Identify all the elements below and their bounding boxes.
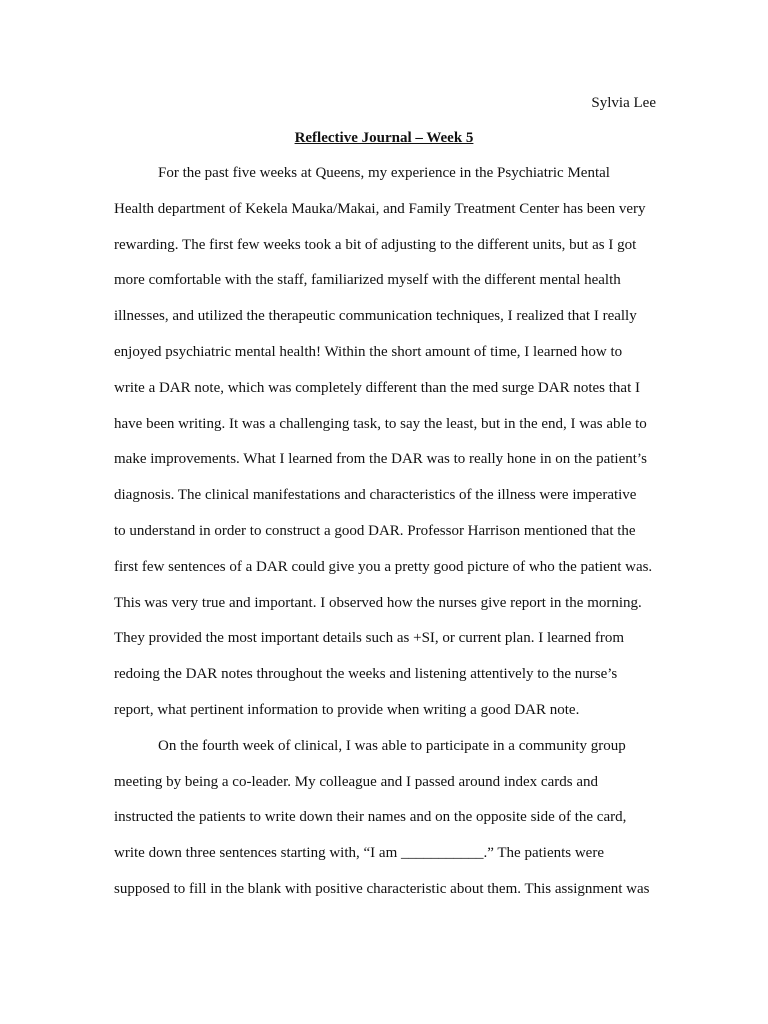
paragraph-1-line: diagnosis. The clinical manifestations and characteristics of the illness were imperative (114, 487, 637, 504)
paragraph-1-line: illnesses, and utilized the therapeutic communication techniques, I realized that I really (114, 308, 637, 325)
paragraph-1-line: have been writing. It was a challenging task, to say the least, but in the end, I was able to (114, 415, 647, 432)
paragraph-1-line: enjoyed psychiatric mental health! Within the short amount of time, I learned how to (114, 343, 623, 360)
paragraph-1-line: write a DAR note, which was completely different than the med surge DAR notes that I (114, 379, 640, 396)
paragraph-1-line: report, what pertinent information to provide when writing a good DAR note. (114, 701, 580, 718)
paragraph-1-line: make improvements. What I learned from the DAR was to really hone in on the patient’s (114, 451, 647, 468)
author-name: Sylvia Lee (591, 95, 656, 111)
paragraph-1-line: more comfortable with the staff, familiarized myself with the different mental health (114, 272, 621, 289)
paragraph-1-line: They provided the most important details such as +SI, or current plan. I learned from (114, 630, 624, 647)
paragraph-1-line: Health department of Kekela Mauka/Makai, and Family Treatment Center has been very (114, 200, 646, 217)
paragraph-2-line: write down three sentences starting with, “I am ___________.” The patients were (114, 845, 604, 862)
paragraph-1-line: first few sentences of a DAR could give you a pretty good picture of who the patient was. (114, 558, 653, 575)
paragraph-2-line: meeting by being a co-leader. My colleague and I passed around index cards and (114, 773, 598, 790)
paragraph-2-line: On the fourth week of clinical, I was able to participate in a community group (158, 737, 626, 754)
paragraph-1-line: to understand in order to construct a good DAR. Professor Harrison mentioned that the (114, 522, 636, 539)
paragraph-2-line: instructed the patients to write down their names and on the opposite side of the card, (114, 809, 627, 826)
document-body (114, 163, 659, 915)
paragraph-2-line: supposed to fill in the blank with positive characteristic about them. This assignment was (114, 880, 650, 897)
paragraph-1-line: For the past five weeks at Queens, my experience in the Psychiatric Mental (158, 165, 610, 181)
paragraph-1-line: rewarding. The first few weeks took a bit of adjusting to the different units, but as I got (114, 236, 637, 253)
paragraph-1-line: This was very true and important. I observed how the nurses give report in the morning. (114, 594, 642, 611)
paragraph-1-line: redoing the DAR notes throughout the weeks and listening attentively to the nurse’s (114, 666, 618, 683)
document-title: Reflective Journal – Week 5 (294, 130, 474, 146)
